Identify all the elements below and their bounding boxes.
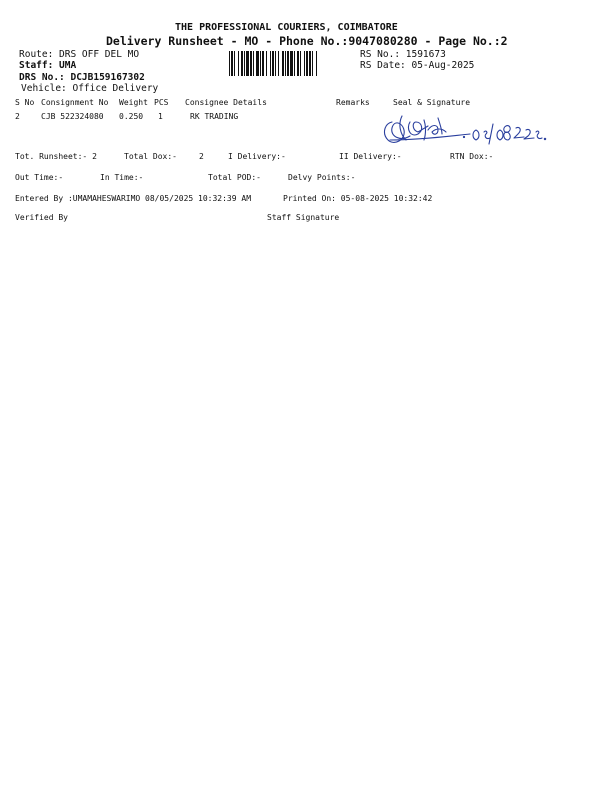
col-header-consignment: Consignment No bbox=[41, 98, 109, 107]
col-header-remarks: Remarks bbox=[336, 98, 370, 107]
barcode-bar bbox=[272, 51, 274, 76]
rs-date: RS Date: 05-Aug-2025 bbox=[360, 60, 475, 71]
staff-signature: Staff Signature bbox=[267, 213, 340, 222]
col-header-consignee: Consignee Details bbox=[185, 98, 267, 107]
barcode-bar bbox=[316, 51, 317, 76]
total-dox-value: 2 bbox=[199, 152, 204, 161]
table-row-weight: 0.250 bbox=[119, 112, 144, 121]
col-header-sno: S No bbox=[15, 98, 35, 107]
total-pod: Total POD:- bbox=[208, 173, 261, 182]
i-delivery: I Delivery:- bbox=[228, 152, 286, 161]
company-name: THE PROFESSIONAL COURIERS, COIMBATORE bbox=[175, 22, 398, 33]
barcode-bar bbox=[282, 51, 284, 76]
col-header-weight: Weight bbox=[119, 98, 148, 107]
table-row-consignee: RK TRADING bbox=[190, 112, 239, 121]
delvy-points: Delvy Points:- bbox=[288, 173, 356, 182]
handwritten-signature bbox=[380, 110, 550, 152]
verified-by: Verified By bbox=[15, 213, 68, 222]
barcode-bar bbox=[294, 51, 295, 76]
barcode-bar bbox=[231, 51, 233, 76]
vehicle-label: Vehicle: Office Delivery bbox=[21, 83, 159, 94]
table-row-consignment: CJB 522324080 bbox=[41, 112, 104, 121]
table-row-pcs: 1 bbox=[158, 112, 163, 121]
route-label: Route: DRS OFF DEL MO bbox=[19, 49, 140, 60]
barcode-bar bbox=[312, 51, 313, 76]
barcode-bar bbox=[256, 51, 259, 76]
barcode-bar bbox=[250, 51, 252, 76]
out-time: Out Time:- bbox=[15, 173, 64, 182]
barcode-bar bbox=[234, 51, 235, 76]
barcode-bar bbox=[287, 51, 289, 76]
staff-label: Staff: UMA bbox=[19, 60, 77, 71]
barcode-bar bbox=[290, 51, 293, 76]
col-header-pcs: PCS bbox=[154, 98, 169, 107]
ii-delivery: II Delivery:- bbox=[339, 152, 402, 161]
barcode-bar bbox=[262, 51, 264, 76]
barcode-bar bbox=[306, 51, 308, 76]
barcode-bar bbox=[238, 51, 239, 76]
total-dox-label: Total Dox:- bbox=[124, 152, 177, 161]
runsheet-title: Delivery Runsheet - MO - Phone No.:9047080280 - Page No.:2 bbox=[106, 34, 508, 48]
drs-number: DRS No.: DCJB159167302 bbox=[19, 72, 145, 83]
barcode-bar bbox=[229, 51, 230, 76]
barcode-bar bbox=[285, 51, 286, 76]
col-header-seal-signature: Seal & Signature bbox=[393, 98, 471, 107]
rtn-dox: RTN Dox:- bbox=[450, 152, 494, 161]
barcode-bar bbox=[266, 51, 267, 76]
barcode-bar bbox=[246, 51, 249, 76]
total-runsheet: Tot. Runsheet:- 2 bbox=[15, 152, 97, 161]
rs-number: RS No.: 1591673 bbox=[360, 49, 446, 60]
barcode-bar bbox=[244, 51, 245, 76]
table-row-sno: 2 bbox=[15, 112, 20, 121]
in-time: In Time:- bbox=[100, 173, 144, 182]
entered-by: Entered By :UMAMAHESWARIMO 08/05/2025 10:32:39 AM bbox=[15, 194, 252, 203]
barcode-bar bbox=[253, 51, 254, 76]
printed-on: Printed On: 05-08-2025 10:32:42 bbox=[283, 194, 433, 203]
barcode-bar bbox=[275, 51, 276, 76]
barcode-bar bbox=[300, 51, 301, 76]
barcode-bar bbox=[278, 51, 279, 76]
barcode-bar bbox=[304, 51, 305, 76]
barcode-bar bbox=[309, 51, 311, 76]
barcode-bar bbox=[260, 51, 261, 76]
barcode-bar bbox=[270, 51, 271, 76]
barcode-image bbox=[229, 51, 355, 76]
barcode-bar bbox=[297, 51, 299, 76]
barcode-bar bbox=[241, 51, 243, 76]
